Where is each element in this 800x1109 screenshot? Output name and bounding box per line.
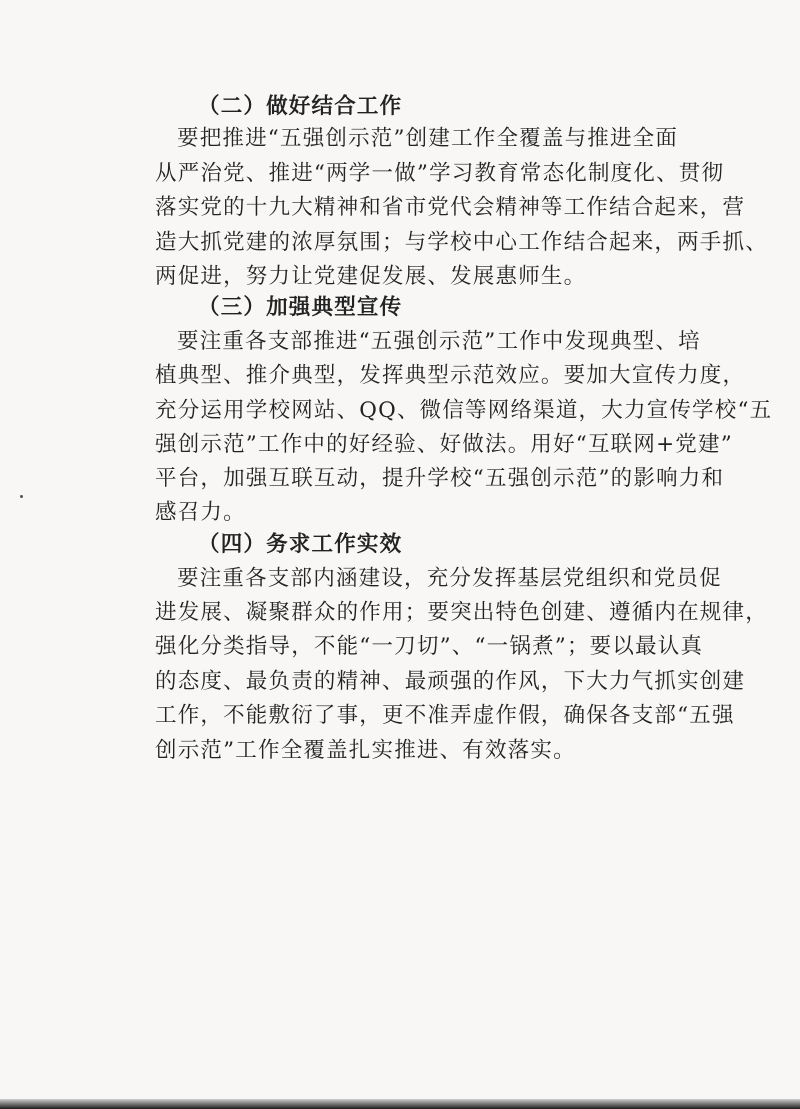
section-3-line-5: 平台，加强互联互动，提升学校“五强创示范”的影响力和 xyxy=(155,466,725,491)
section-heading-4: （四）务求工作实效 xyxy=(198,532,403,557)
section-heading-2: （二）做好结合工作 xyxy=(198,94,403,119)
scan-bottom-edge xyxy=(0,1099,800,1109)
scan-mark xyxy=(20,495,23,498)
section-4-line-2: 进发展、凝聚群众的作用；要突出特色创建、遵循内在规律， xyxy=(155,600,768,625)
section-4-line-3: 强化分类指导，不能“一刀切”、“一锅煮”；要以最认真 xyxy=(155,634,704,659)
section-2-line-4: 造大抓党建的浓厚氛围；与学校中心工作结合起来，两手抓、 xyxy=(155,230,768,255)
section-4-line-4: 的态度、最负责的精神、最顽强的作风，下大力气抓实创建 xyxy=(155,669,746,694)
section-3-line-1: 要注重各支部推进“五强创示范”工作中发现典型、培 xyxy=(177,329,701,354)
section-3-line-3: 充分运用学校网站、QQ、微信等网络渠道，大力宣传学校“五 xyxy=(155,398,773,423)
section-4-line-6: 创示范”工作全覆盖扎实推进、有效落实。 xyxy=(155,738,576,763)
section-2-line-5: 两促进，努力让党建促发展、发展惠师生。 xyxy=(155,264,587,289)
section-3-line-2: 植典型、推介典型，发挥典型示范效应。要加大宣传力度， xyxy=(155,363,746,388)
section-2-line-2: 从严治党、推进“两学一做”学习教育常态化制度化、贯彻 xyxy=(155,161,725,186)
section-3-line-4: 强创示范”工作中的好经验、好做法。用好“互联网+党建” xyxy=(155,432,733,457)
section-3-line-6: 感召力。 xyxy=(155,500,246,525)
section-2-line-1: 要把推进“五强创示范”创建工作全覆盖与推进全面 xyxy=(177,126,679,151)
section-heading-3: （三）加强典型宣传 xyxy=(198,295,403,320)
section-4-line-1: 要注重各支部内涵建设，充分发挥基层党组织和党员促 xyxy=(177,566,722,591)
section-2-line-3: 落实党的十九大精神和省市党代会精神等工作结合起来，营 xyxy=(155,195,746,220)
section-4-line-5: 工作，不能敷衍了事，更不准弄虚作假，确保各支部“五强 xyxy=(155,703,735,728)
